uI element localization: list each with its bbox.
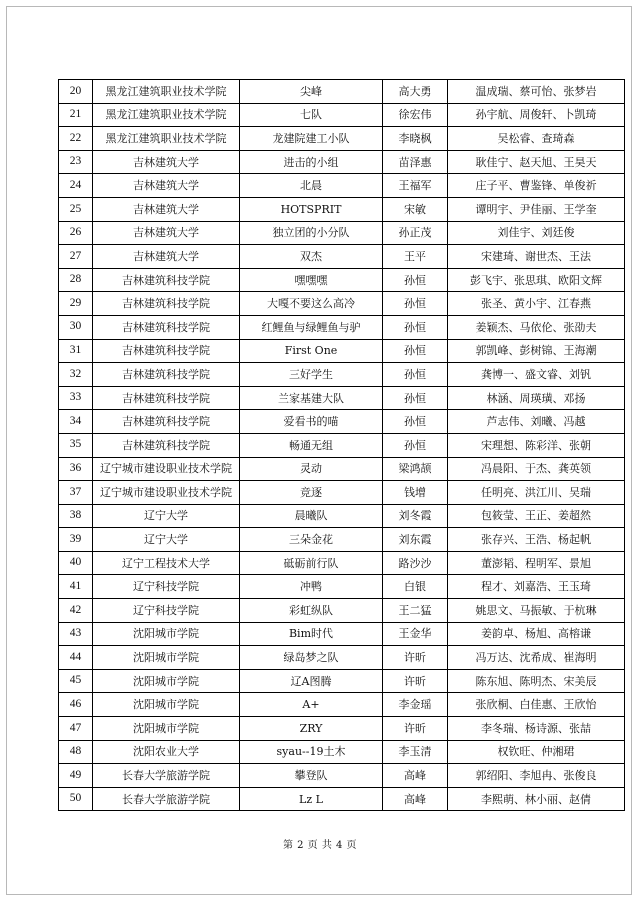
- advisor-name-cell: 许昕: [383, 717, 448, 741]
- advisor-name-cell: 孙恒: [383, 292, 448, 316]
- team-name-cell: 砥砺前行队: [240, 551, 383, 575]
- team-name-cell: A+: [240, 693, 383, 717]
- team-members-cell: 吴松睿、查琦森: [448, 127, 625, 151]
- advisor-name-cell: 孙恒: [383, 268, 448, 292]
- school-name-cell: 长春大学旅游学院: [93, 764, 240, 788]
- team-members-cell: 姚思文、马振敏、于杭琳: [448, 599, 625, 623]
- team-members-cell: 李熙萌、林小丽、赵倩: [448, 787, 625, 811]
- school-name-cell: 吉林建筑科技学院: [93, 292, 240, 316]
- school-name-cell: 长春大学旅游学院: [93, 787, 240, 811]
- advisor-name-cell: 钱增: [383, 481, 448, 505]
- row-number-cell: 31: [59, 339, 93, 363]
- advisor-name-cell: 宋敏: [383, 197, 448, 221]
- table-row: [59, 717, 625, 741]
- team-name-cell: Bim时代: [240, 622, 383, 646]
- row-number-cell: 24: [59, 174, 93, 198]
- table-row: [59, 457, 625, 481]
- table-row: [59, 433, 625, 457]
- table-row: [59, 622, 625, 646]
- team-name-cell: 晨曦队: [240, 504, 383, 528]
- advisor-name-cell: 高峰: [383, 787, 448, 811]
- team-members-cell: 冯晨阳、于杰、龚英领: [448, 457, 625, 481]
- team-members-cell: 李冬瑞、杨诗源、张喆: [448, 717, 625, 741]
- team-members-cell: 姜韵卓、杨旭、高榕谦: [448, 622, 625, 646]
- team-members-cell: 林涵、周瑛璜、邓扬: [448, 386, 625, 410]
- advisor-name-cell: 王福军: [383, 174, 448, 198]
- team-members-cell: 姜颖杰、马依伦、张劭夫: [448, 315, 625, 339]
- team-members-cell: 程才、刘嘉浩、王玉琦: [448, 575, 625, 599]
- table-row: [59, 599, 625, 623]
- advisor-name-cell: 李金瑶: [383, 693, 448, 717]
- team-members-cell: 耿佳宁、赵天旭、王昊天: [448, 150, 625, 174]
- table-row: [59, 363, 625, 387]
- roster-body: [59, 80, 625, 811]
- team-name-cell: syau--19土木: [240, 740, 383, 764]
- row-number-cell: 28: [59, 268, 93, 292]
- team-members-cell: 张圣、黄小宇、江春燕: [448, 292, 625, 316]
- table-row: [59, 646, 625, 670]
- row-number-cell: 44: [59, 646, 93, 670]
- school-name-cell: 黑龙江建筑职业技术学院: [93, 80, 240, 104]
- school-name-cell: 吉林建筑大学: [93, 197, 240, 221]
- table-row: [59, 693, 625, 717]
- table-row: [59, 575, 625, 599]
- school-name-cell: 吉林建筑大学: [93, 221, 240, 245]
- school-name-cell: 沈阳城市学院: [93, 693, 240, 717]
- table-row: [59, 221, 625, 245]
- advisor-name-cell: 路沙沙: [383, 551, 448, 575]
- school-name-cell: 吉林建筑科技学院: [93, 433, 240, 457]
- team-members-cell: 张欣桐、白佳惠、王欣怡: [448, 693, 625, 717]
- advisor-name-cell: 高大勇: [383, 80, 448, 104]
- table-row: [59, 339, 625, 363]
- table-row: [59, 103, 625, 127]
- school-name-cell: 吉林建筑科技学院: [93, 268, 240, 292]
- team-members-cell: 宋理想、陈彩洋、张朝: [448, 433, 625, 457]
- advisor-name-cell: 许昕: [383, 669, 448, 693]
- team-name-cell: 双杰: [240, 245, 383, 269]
- school-name-cell: 辽宁大学: [93, 504, 240, 528]
- school-name-cell: 吉林建筑科技学院: [93, 315, 240, 339]
- advisor-name-cell: 王金华: [383, 622, 448, 646]
- advisor-name-cell: 王平: [383, 245, 448, 269]
- row-number-cell: 26: [59, 221, 93, 245]
- team-name-cell: Lz L: [240, 787, 383, 811]
- school-name-cell: 吉林建筑科技学院: [93, 339, 240, 363]
- team-name-cell: ZRY: [240, 717, 383, 741]
- advisor-name-cell: 刘东霞: [383, 528, 448, 552]
- team-members-cell: 芦志伟、刘曦、冯越: [448, 410, 625, 434]
- row-number-cell: 25: [59, 197, 93, 221]
- advisor-name-cell: 孙恒: [383, 386, 448, 410]
- table-row: [59, 669, 625, 693]
- team-members-cell: 任明亮、洪江川、吴瑞: [448, 481, 625, 505]
- advisor-name-cell: 梁鸿颉: [383, 457, 448, 481]
- team-name-cell: 畅通无组: [240, 433, 383, 457]
- table-row: [59, 740, 625, 764]
- team-members-cell: 董澎韬、程明军、景旭: [448, 551, 625, 575]
- team-name-cell: 尖峰: [240, 80, 383, 104]
- row-number-cell: 29: [59, 292, 93, 316]
- advisor-name-cell: 刘冬霞: [383, 504, 448, 528]
- school-name-cell: 吉林建筑科技学院: [93, 410, 240, 434]
- team-members-cell: 权钦旺、仲湘珺: [448, 740, 625, 764]
- row-number-cell: 33: [59, 386, 93, 410]
- team-name-cell: 冲鸭: [240, 575, 383, 599]
- team-members-cell: 郭凯峰、彭树锦、王海潮: [448, 339, 625, 363]
- row-number-cell: 21: [59, 103, 93, 127]
- team-name-cell: 龙建院建工小队: [240, 127, 383, 151]
- row-number-cell: 39: [59, 528, 93, 552]
- row-number-cell: 32: [59, 363, 93, 387]
- row-number-cell: 40: [59, 551, 93, 575]
- team-name-cell: 绿岛梦之队: [240, 646, 383, 670]
- team-members-cell: 庄子平、曹鉴锋、单俊祈: [448, 174, 625, 198]
- team-members-cell: 刘佳宇、刘廷俊: [448, 221, 625, 245]
- table-row: [59, 481, 625, 505]
- team-name-cell: 红鲤鱼与绿鲤鱼与驴: [240, 315, 383, 339]
- school-name-cell: 吉林建筑大学: [93, 174, 240, 198]
- row-number-cell: 50: [59, 787, 93, 811]
- team-roster-table: [58, 79, 625, 811]
- table-row: [59, 551, 625, 575]
- team-name-cell: 大嘎不要这么高冷: [240, 292, 383, 316]
- advisor-name-cell: 高峰: [383, 764, 448, 788]
- team-members-cell: 包筱莹、王正、姜超然: [448, 504, 625, 528]
- school-name-cell: 黑龙江建筑职业技术学院: [93, 103, 240, 127]
- row-number-cell: 22: [59, 127, 93, 151]
- table-row: [59, 787, 625, 811]
- row-number-cell: 23: [59, 150, 93, 174]
- school-name-cell: 沈阳城市学院: [93, 717, 240, 741]
- row-number-cell: 48: [59, 740, 93, 764]
- school-name-cell: 吉林建筑大学: [93, 150, 240, 174]
- team-members-cell: 孙宇航、周俊轩、卜凯琦: [448, 103, 625, 127]
- team-members-cell: 谭明宇、尹佳丽、王学奎: [448, 197, 625, 221]
- school-name-cell: 辽宁工程技术大学: [93, 551, 240, 575]
- advisor-name-cell: 白银: [383, 575, 448, 599]
- team-members-cell: 温成瑞、蔡可怡、张梦岩: [448, 80, 625, 104]
- school-name-cell: 吉林建筑科技学院: [93, 363, 240, 387]
- school-name-cell: 辽宁科技学院: [93, 599, 240, 623]
- advisor-name-cell: 李晓枫: [383, 127, 448, 151]
- row-number-cell: 30: [59, 315, 93, 339]
- table-row: [59, 174, 625, 198]
- advisor-name-cell: 李玉清: [383, 740, 448, 764]
- team-members-cell: 张存兴、王浩、杨起帆: [448, 528, 625, 552]
- advisor-name-cell: 王二猛: [383, 599, 448, 623]
- row-number-cell: 20: [59, 80, 93, 104]
- team-name-cell: 七队: [240, 103, 383, 127]
- table-row: [59, 410, 625, 434]
- row-number-cell: 35: [59, 433, 93, 457]
- table-row: [59, 504, 625, 528]
- row-number-cell: 27: [59, 245, 93, 269]
- advisor-name-cell: 孙恒: [383, 339, 448, 363]
- team-members-cell: 郭绍阳、李旭冉、张俊良: [448, 764, 625, 788]
- advisor-name-cell: 孙恒: [383, 410, 448, 434]
- table-row: [59, 127, 625, 151]
- advisor-name-cell: 孙正茂: [383, 221, 448, 245]
- table-row: [59, 528, 625, 552]
- row-number-cell: 43: [59, 622, 93, 646]
- advisor-name-cell: 苗泽惠: [383, 150, 448, 174]
- table-row: [59, 80, 625, 104]
- team-name-cell: First One: [240, 339, 383, 363]
- school-name-cell: 黑龙江建筑职业技术学院: [93, 127, 240, 151]
- school-name-cell: 沈阳城市学院: [93, 669, 240, 693]
- team-name-cell: 攀登队: [240, 764, 383, 788]
- team-name-cell: 辽A图腾: [240, 669, 383, 693]
- team-name-cell: 独立团的小分队: [240, 221, 383, 245]
- row-number-cell: 36: [59, 457, 93, 481]
- school-name-cell: 沈阳农业大学: [93, 740, 240, 764]
- table-row: [59, 764, 625, 788]
- school-name-cell: 吉林建筑科技学院: [93, 386, 240, 410]
- team-name-cell: 三好学生: [240, 363, 383, 387]
- table-row: [59, 268, 625, 292]
- team-members-cell: 彭飞宇、张思琪、欧阳文辉: [448, 268, 625, 292]
- team-name-cell: 北晨: [240, 174, 383, 198]
- row-number-cell: 49: [59, 764, 93, 788]
- team-members-cell: 陈东旭、陈明杰、宋美辰: [448, 669, 625, 693]
- school-name-cell: 沈阳城市学院: [93, 622, 240, 646]
- school-name-cell: 辽宁大学: [93, 528, 240, 552]
- advisor-name-cell: 孙恒: [383, 363, 448, 387]
- table-row: [59, 197, 625, 221]
- advisor-name-cell: 许昕: [383, 646, 448, 670]
- school-name-cell: 辽宁城市建设职业技术学院: [93, 481, 240, 505]
- team-name-cell: 灵动: [240, 457, 383, 481]
- row-number-cell: 42: [59, 599, 93, 623]
- team-name-cell: 兰家基建大队: [240, 386, 383, 410]
- row-number-cell: 41: [59, 575, 93, 599]
- team-name-cell: 进击的小组: [240, 150, 383, 174]
- team-members-cell: 宋建琦、谢世杰、王法: [448, 245, 625, 269]
- team-name-cell: 彩虹纵队: [240, 599, 383, 623]
- row-number-cell: 37: [59, 481, 93, 505]
- row-number-cell: 38: [59, 504, 93, 528]
- table-row: [59, 292, 625, 316]
- school-name-cell: 吉林建筑大学: [93, 245, 240, 269]
- school-name-cell: 辽宁城市建设职业技术学院: [93, 457, 240, 481]
- page-number-footer: 第 2 页 共 4 页: [282, 840, 358, 851]
- row-number-cell: 34: [59, 410, 93, 434]
- table-row: [59, 386, 625, 410]
- advisor-name-cell: 孙恒: [383, 433, 448, 457]
- team-name-cell: 嘿嘿嘿: [240, 268, 383, 292]
- team-members-cell: 冯万达、沈希成、崔海明: [448, 646, 625, 670]
- team-name-cell: 爱看书的喵: [240, 410, 383, 434]
- table-row: [59, 315, 625, 339]
- team-name-cell: HOTSPRIT: [240, 197, 383, 221]
- table-row: [59, 150, 625, 174]
- team-members-cell: 龚博一、盛文睿、刘钒: [448, 363, 625, 387]
- advisor-name-cell: 孙恒: [383, 315, 448, 339]
- table-row: [59, 245, 625, 269]
- row-number-cell: 45: [59, 669, 93, 693]
- row-number-cell: 46: [59, 693, 93, 717]
- school-name-cell: 辽宁科技学院: [93, 575, 240, 599]
- advisor-name-cell: 徐宏伟: [383, 103, 448, 127]
- team-name-cell: 三朵金花: [240, 528, 383, 552]
- school-name-cell: 沈阳城市学院: [93, 646, 240, 670]
- row-number-cell: 47: [59, 717, 93, 741]
- team-name-cell: 竞逐: [240, 481, 383, 505]
